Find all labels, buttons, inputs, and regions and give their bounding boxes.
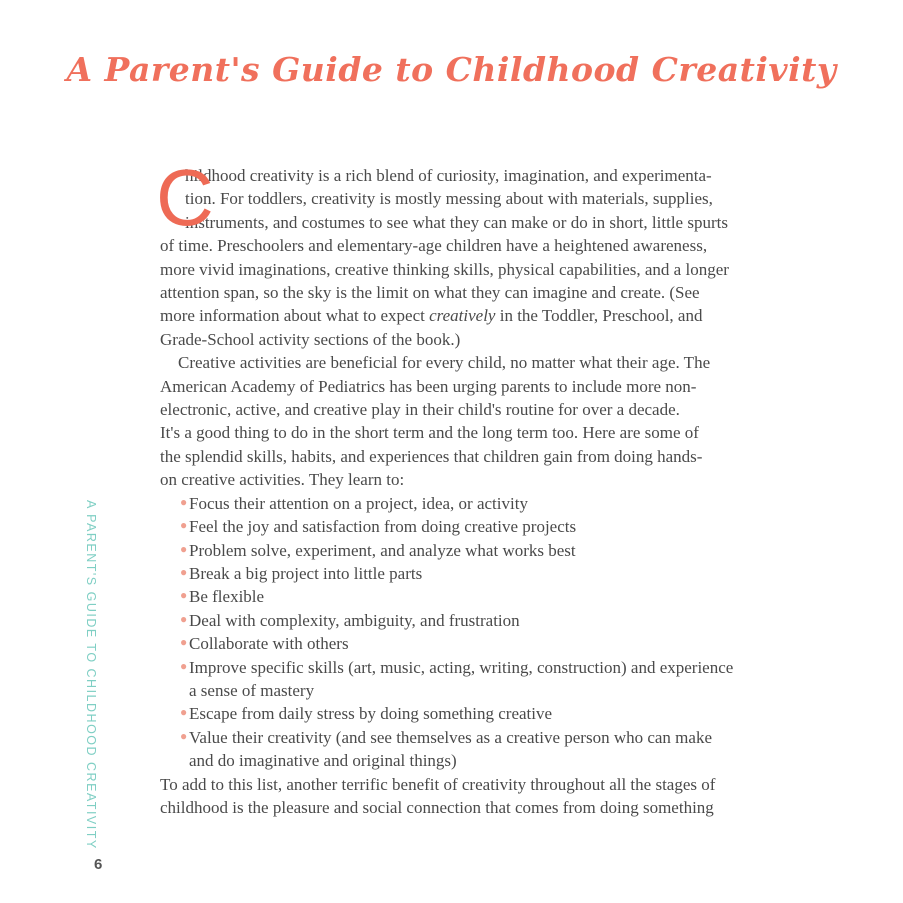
text-line: of time. Preschoolers and elementary-age children have a heightened awareness, (160, 236, 708, 256)
text-line: Grade-School activity sections of the book.) (160, 329, 461, 349)
list-item-line (160, 609, 780, 632)
body-text (156, 153, 780, 819)
text-line: Creative activities are beneficial for every child, no matter what their age. The (178, 353, 711, 373)
bullet-icon: ● (180, 658, 188, 673)
list-item-line: a sense of mastery (189, 680, 315, 700)
list-item-line (160, 515, 780, 538)
text-line: tion. For toddlers, creativity is mostly messing about with materials, supplies, (185, 189, 713, 209)
text-line (160, 304, 780, 327)
text-line: hildhood creativity is a rich blend of curiosity, imagination, and experimenta- (185, 166, 712, 185)
bullet-icon: ● (180, 494, 188, 509)
page-number: 6 (94, 856, 103, 873)
list-item-line (160, 562, 780, 585)
paragraph-2 (160, 351, 780, 491)
drop-cap: C (156, 153, 214, 242)
list-item (160, 656, 780, 703)
text-span: more information about what to expect (160, 306, 430, 326)
text-line: electronic, active, and creative play in their child's routine for over a decade. (160, 400, 680, 420)
text-line: on creative activities. They learn to: (160, 470, 405, 490)
page-title: A Parent's Guide to Childhood Creativity (66, 50, 837, 89)
list-item (160, 562, 780, 585)
list-item-line (160, 585, 780, 608)
text-line: childhood is the pleasure and social connection that comes from doing something (160, 797, 714, 817)
list-item-line (160, 726, 780, 749)
list-item (160, 702, 780, 725)
list-item-text: Escape from daily stress by doing something creative (189, 704, 553, 724)
list-item (160, 726, 780, 773)
list-item-text: Feel the joy and satisfaction from doing creative projects (189, 517, 577, 537)
list-item (160, 632, 780, 655)
list-item-line (160, 656, 780, 679)
list-item (160, 492, 780, 515)
list-item (160, 515, 780, 538)
list-item-line: and do imaginative and original things) (189, 751, 457, 771)
emphasis: creatively (429, 306, 496, 326)
list-item-text: Break a big project into little parts (189, 563, 423, 583)
bullet-icon: ● (180, 635, 188, 650)
list-item-line (160, 539, 780, 562)
text-line: American Academy of Pediatrics has been urging parents to include more non- (160, 376, 697, 396)
list-item-text: Collaborate with others (189, 634, 349, 654)
bullet-icon: ● (180, 518, 188, 533)
list-item (160, 539, 780, 562)
list-item-text: Deal with complexity, ambiguity, and frustration (189, 610, 520, 630)
paragraph-1 (160, 164, 780, 351)
list-item-text: Focus their attention on a project, idea, or activity (189, 493, 528, 513)
bullet-icon: ● (180, 611, 188, 626)
bullet-icon: ● (180, 564, 188, 579)
bullet-icon: ● (180, 588, 188, 603)
running-head: A PARENT'S GUIDE TO CHILDHOOD CREATIVITY (84, 500, 98, 850)
benefits-list (160, 492, 780, 773)
text-line: more vivid imaginations, creative thinking skills, physical capabilities, and a longer (160, 259, 729, 279)
text-line: the splendid skills, habits, and experiences that children gain from doing hands- (160, 446, 703, 466)
bullet-icon: ● (180, 728, 188, 743)
text-line: instruments, and costumes to see what they can make or do in short, little spurts (185, 212, 728, 232)
list-item-text: Be flexible (189, 587, 265, 607)
list-item-text: Value their creativity (and see themselves as a creative person who can make (189, 727, 712, 747)
bullet-icon: ● (180, 705, 188, 720)
list-item-line (160, 702, 780, 725)
bullet-icon: ● (180, 541, 188, 556)
list-item-text: Improve specific skills (art, music, acting, writing, construction) and experience (189, 657, 734, 677)
list-item-line (160, 632, 780, 655)
text-span: in the Toddler, Preschool, and (495, 306, 703, 326)
list-item (160, 585, 780, 608)
text-line: To add to this list, another terrific benefit of creativity throughout all the stages of (160, 774, 716, 794)
text-line: It's a good thing to do in the short term and the long term too. Here are some of (160, 423, 699, 443)
list-item-line (160, 492, 780, 515)
list-item (160, 609, 780, 632)
text-line: attention span, so the sky is the limit on what they can imagine and create. (See (160, 283, 700, 303)
list-item-text: Problem solve, experiment, and analyze what works best (189, 540, 576, 560)
paragraph-3 (160, 773, 780, 820)
